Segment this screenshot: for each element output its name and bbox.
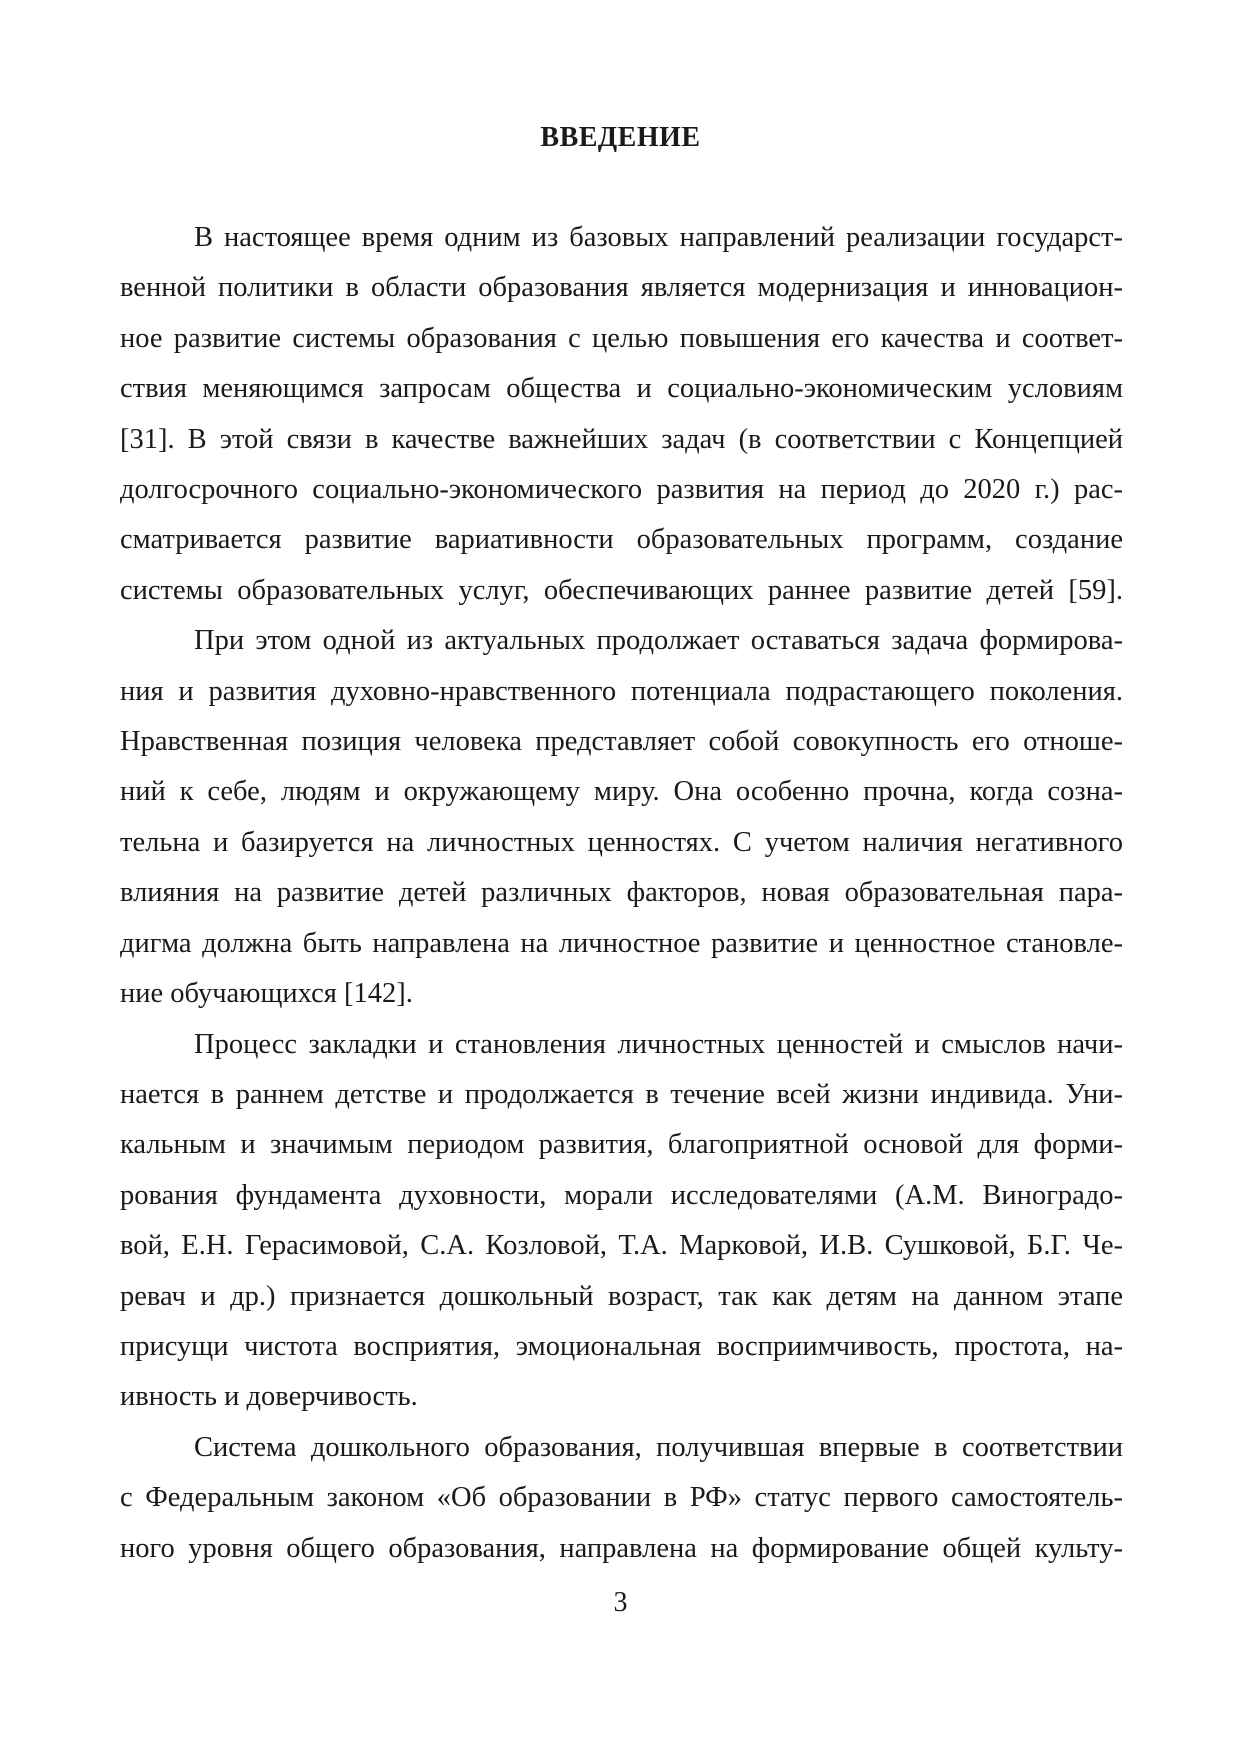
text-line: дигма должна быть направлена на личностное развитие и ценностное становле- xyxy=(120,927,1123,959)
text-line: сматривается развитие вариативности образовательных программ, создание xyxy=(120,524,1123,556)
page-title: ВВЕДЕНИЕ xyxy=(540,122,701,153)
text-line: кальным и значимым периодом развития, благоприятной основой для форми- xyxy=(120,1129,1123,1161)
text-line: венной политики в области образования является модернизация и инновацион- xyxy=(120,272,1123,304)
text-line: Процесс закладки и становления личностных ценностей и смыслов начи- xyxy=(194,1028,1123,1060)
text-line: долгосрочного социально-экономического развития на период до 2020 г.) рас- xyxy=(120,474,1123,506)
paragraph-4 xyxy=(120,1423,1123,1574)
page-number: 3 xyxy=(613,1587,628,1618)
text-line: ния и развития духовно-нравственного потенциала подрастающего поколения. xyxy=(120,675,1123,707)
text-line: тельна и базируется на личностных ценностях. С учетом наличия негативного xyxy=(120,826,1123,858)
text-line: ного уровня общего образования, направлена на формирование общей культу- xyxy=(120,1532,1123,1564)
paragraph-1 xyxy=(120,213,1123,616)
text-line: ние обучающихся [142]. xyxy=(120,978,413,1010)
text-line: ивность и доверчивость. xyxy=(120,1381,418,1413)
text-line: ревач и др.) признается дошкольный возраст, так как детям на данном этапе xyxy=(120,1280,1123,1312)
text-line: ствия меняющимся запросам общества и социально-экономическим условиям xyxy=(120,373,1123,405)
text-line: В настоящее время одним из базовых направлений реализации государст- xyxy=(194,222,1123,253)
text-line: системы образовательных услуг, обеспечивающих раннее развитие детей [59]. xyxy=(120,574,1123,606)
text-line: Нравственная позиция человека представляет собой совокупность его отноше- xyxy=(120,726,1123,758)
text-line: ное развитие системы образования с целью повышения его качества и соответ- xyxy=(120,322,1123,354)
paragraph-3 xyxy=(120,1020,1123,1423)
text-line: Система дошкольного образования, получившая впервые в соответствии xyxy=(194,1431,1123,1463)
text-line: нается в раннем детстве и продолжается в течение всей жизни индивида. Уни- xyxy=(120,1078,1123,1110)
text-line: вой, Е.Н. Герасимовой, С.А. Козловой, Т.А. Марковой, И.В. Сушковой, Б.Г. Че- xyxy=(120,1230,1123,1262)
text-line: влияния на развитие детей различных факторов, новая образовательная пара- xyxy=(120,877,1123,909)
text-line: рования фундамента духовности, морали исследователями (А.М. Виноградо- xyxy=(120,1179,1123,1211)
text-line: присущи чистота восприятия, эмоциональная восприимчивость, простота, на- xyxy=(120,1330,1123,1362)
body-text xyxy=(120,213,1123,1574)
text-line: с Федеральным законом «Об образовании в РФ» статус первого самостоятель- xyxy=(120,1482,1123,1514)
text-line: [31]. В этой связи в качестве важнейших задач (в соответствии с Концепцией xyxy=(120,423,1123,455)
text-line: При этом одной из актуальных продолжает оставаться задача формирова- xyxy=(194,625,1123,657)
text-line: ний к себе, людям и окружающему миру. Она особенно прочна, когда созна- xyxy=(120,776,1123,808)
paragraph-2 xyxy=(120,616,1123,1019)
